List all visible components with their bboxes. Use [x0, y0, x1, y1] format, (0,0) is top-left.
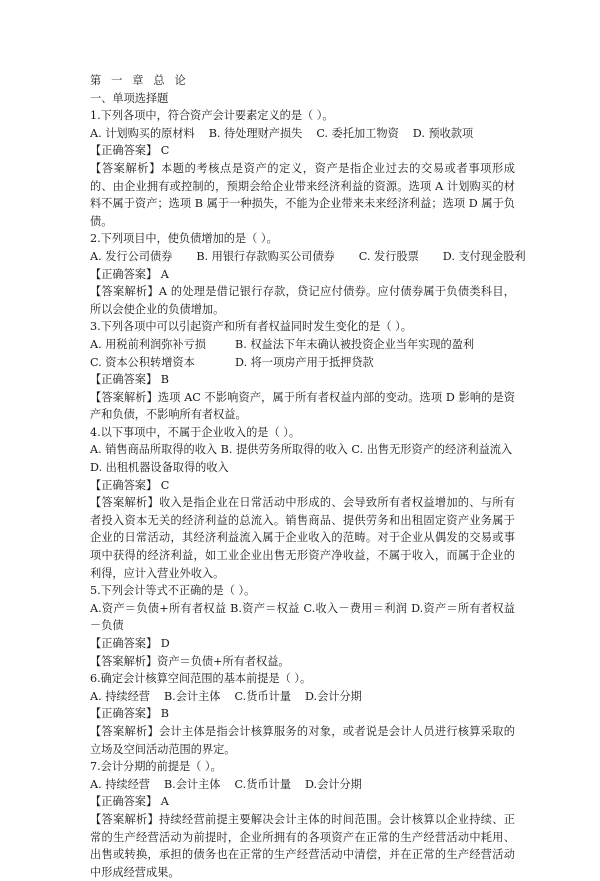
- option-b: B. 用银行存款购买公司债券: [196, 249, 335, 263]
- question-options: [90, 776, 515, 794]
- answer-label: 【正确答案】: [90, 144, 158, 158]
- chapter-title: 第 一 章 总 论: [90, 74, 189, 87]
- answer-value: D: [160, 637, 170, 650]
- question-stem: 5.下列会计等式不正确的是（ ）。: [90, 584, 256, 598]
- answer-value: B: [160, 707, 169, 721]
- option-c: C. 发行股票: [358, 249, 419, 263]
- option-c: C.收入－费用＝利润: [303, 601, 408, 615]
- question-stem: 3.下列各项中可以引起资产和所有者权益同时发生变化的是（ ）。: [90, 320, 412, 334]
- answer-analysis: [90, 653, 515, 671]
- question-2: [90, 230, 526, 318]
- answer-analysis: [90, 283, 515, 318]
- option-c: C. 出售无形资产的经济利益流入: [351, 443, 513, 457]
- question-options: [90, 125, 515, 143]
- analysis-label: 【答案解析】: [90, 724, 159, 738]
- analysis-text: 会计主体是指会计核算服务的对象，或者说是会计人员进行核算采取的立场及空间活动范围的界定。: [90, 724, 515, 756]
- answer-analysis: [90, 723, 515, 758]
- option-a: A. 发行公司债券: [90, 249, 173, 263]
- correct-answer: [90, 371, 515, 389]
- answer-label: 【正确答案】: [90, 707, 158, 721]
- answer-analysis: [90, 160, 515, 230]
- answer-analysis: [90, 494, 515, 582]
- question-stem: 7.会计分期的前提是（ ）。: [90, 760, 222, 774]
- correct-answer: [90, 635, 515, 653]
- question-options-row-2: [90, 354, 515, 372]
- option-b: B. 权益法下年末确认被投资企业当年实现的盈利: [235, 337, 475, 351]
- analysis-text: 收入是指企业在日常活动中形成的、会导致所有者权益增加的、与所有者投入资本无关的经济利益的总流入。销售商品、提供劳务和出租固定资产业务属于企业的日常活动，其经济利益流入属于企业收入的范畴。对于企业从偶发的交易或事项中获得的经济利益，如工业企业出售无形资产净收益，不属于收入，而属于企业的利得，应计入营业外收入。: [90, 496, 515, 580]
- correct-answer: [90, 266, 515, 284]
- section-title: 一、单项选择题: [90, 91, 169, 105]
- option-c: C. 委托加工物资: [316, 126, 399, 140]
- correct-answer: [90, 142, 515, 160]
- option-a: A. 持续经营: [90, 777, 150, 791]
- question-options-row-1: [90, 441, 515, 459]
- question-stem: 2.下列项目中，使负债增加的是（ ）。: [90, 232, 278, 246]
- option-d: D. 将一项房产用于抵押贷款: [235, 355, 374, 369]
- question-stem: 4.以下事项中，不属于企业收入的是（ ）。: [90, 425, 301, 439]
- answer-value: C: [160, 144, 170, 158]
- question-options: [90, 248, 526, 266]
- analysis-label: 【答案解析】: [90, 390, 158, 404]
- analysis-label: 【答案解析】: [90, 654, 158, 668]
- answer-value: A: [160, 267, 169, 281]
- analysis-text: 选项 AC 不影响资产，属于所有者权益内部的变动。选项 D 影响的是资产和负债，不影响所有者权益。: [90, 390, 515, 422]
- question-options: [90, 600, 515, 635]
- answer-analysis: [90, 389, 515, 424]
- option-a: A.资产＝负债+所有者权益: [90, 601, 227, 615]
- question-4: [90, 424, 515, 582]
- answer-value: A: [160, 795, 169, 809]
- question-7: [90, 758, 515, 881]
- option-c: C. 资本公积转增资本: [90, 355, 195, 369]
- analysis-label: 【答案解析】: [90, 812, 159, 826]
- option-d: D. 预收款项: [412, 126, 474, 140]
- correct-answer: [90, 705, 515, 723]
- analysis-text: 资产＝负债+所有者权益。: [157, 654, 290, 668]
- analysis-text: A 的处理是借记银行存款，贷记应付债券。应付债券属于负债类科目，所以会使企业的负债增加。: [90, 285, 515, 316]
- option-d: D. 支付现金股利: [442, 249, 526, 263]
- answer-analysis: [90, 811, 515, 881]
- option-a: A. 销售商品所取得的收入: [90, 443, 218, 457]
- analysis-text: 持续经营前提主要解决会计主体的时间范围。会计核算以企业持续、正常的生产经营活动为前提时，企业所拥有的各项资产在正常的生产经营活动中耗用、出售或转换，承担的债务也在正常的生产经营活动中清偿，并在正常的生产经营活动中形成经营成果。: [90, 812, 515, 879]
- answer-label: 【正确答案】: [90, 373, 158, 387]
- option-d: D.资产＝所有者权益－负债: [90, 601, 515, 633]
- analysis-label: 【答案解析】: [90, 496, 159, 510]
- option-a: A. 持续经营: [90, 689, 150, 703]
- answer-label: 【正确答案】: [90, 637, 158, 650]
- option-d: D.会计分期: [304, 777, 362, 791]
- question-6: [90, 670, 515, 758]
- analysis-label: 【答案解析】: [90, 161, 161, 175]
- analysis-text: 本题的考核点是资产的定义，资产是指企业过去的交易或者事项形成的、由企业拥有或控制的，预期会给企业带来经济利益的资源。选项 A 计划购买的材料不属于资产；选项 B 属于一种损失，不能为企业带来未来经济利益；选项 D 属于负债。: [90, 161, 515, 228]
- answer-value: B: [160, 373, 169, 387]
- question-5: [90, 582, 515, 670]
- option-a: A. 用税前利润弥补亏损: [90, 337, 206, 351]
- answer-label: 【正确答案】: [90, 267, 158, 281]
- option-b: B. 提供劳务所取得的收入: [220, 443, 348, 457]
- analysis-label: 【答案解析】: [90, 285, 159, 299]
- option-b: B.资产＝权益: [230, 601, 300, 615]
- question-1: [90, 107, 515, 230]
- answer-label: 【正确答案】: [90, 478, 158, 492]
- answer-value: C: [160, 478, 170, 492]
- option-b: B. 待处理财产损失: [208, 126, 303, 140]
- option-d: D. 出租机器设备取得的收入: [90, 461, 229, 475]
- option-d: D.会计分期: [304, 689, 362, 703]
- question-options: [90, 688, 515, 706]
- option-c: C.货币计量: [234, 689, 291, 703]
- question-stem: 6.确定会计核算空间范围的基本前提是（ ）。: [90, 672, 312, 686]
- document-page: [90, 72, 526, 881]
- correct-answer: [90, 793, 515, 811]
- option-a: A. 计划购买的原材料: [90, 126, 195, 140]
- question-stem: 1.下列各项中，符合资产会计要素定义的是（ ）。: [90, 109, 334, 123]
- question-options-row-1: [90, 336, 515, 354]
- option-b: B.会计主体: [163, 689, 221, 703]
- answer-label: 【正确答案】: [90, 795, 158, 809]
- option-c: C.货币计量: [234, 777, 291, 791]
- question-3: [90, 318, 515, 424]
- correct-answer: [90, 477, 515, 495]
- option-b: B.会计主体: [163, 777, 221, 791]
